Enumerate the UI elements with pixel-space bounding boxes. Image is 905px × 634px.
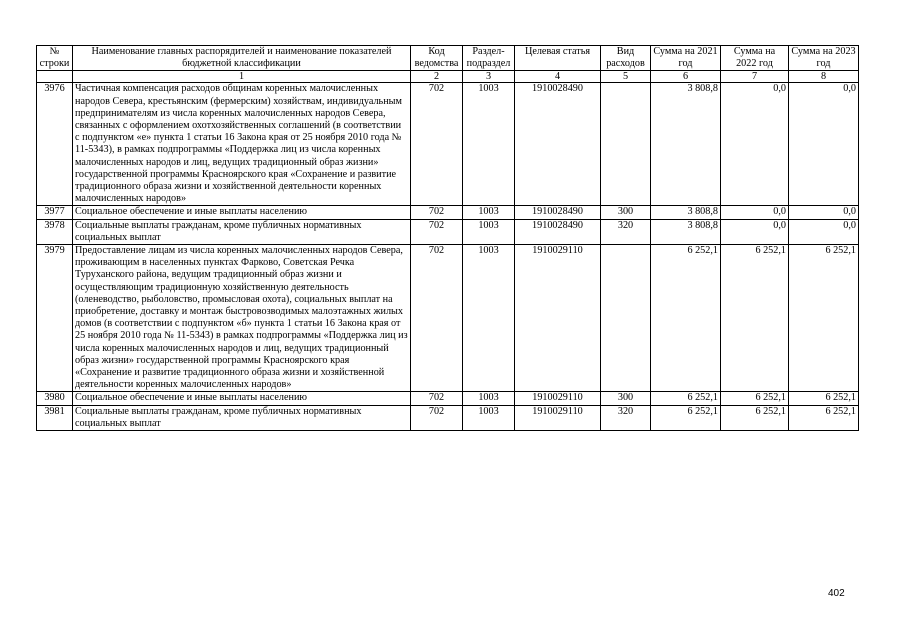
row-target-article: 1910029110 bbox=[515, 245, 601, 392]
row-section: 1003 bbox=[463, 219, 515, 244]
row-section: 1003 bbox=[463, 392, 515, 405]
row-number: 3981 bbox=[37, 405, 73, 430]
table-row bbox=[37, 392, 859, 405]
column-number: 8 bbox=[789, 71, 859, 83]
row-sum-2022: 6 252,1 bbox=[721, 405, 789, 430]
header-dept-code: Код ведомства bbox=[411, 46, 463, 71]
row-sum-2022: 6 252,1 bbox=[721, 245, 789, 392]
row-expense-type: 320 bbox=[601, 219, 651, 244]
row-section: 1003 bbox=[463, 83, 515, 206]
row-number: 3977 bbox=[37, 206, 73, 219]
row-number: 3978 bbox=[37, 219, 73, 244]
column-number-row bbox=[37, 71, 859, 83]
row-expense-type bbox=[601, 245, 651, 392]
header-section: Раздел-подраздел bbox=[463, 46, 515, 71]
row-target-article: 1910029110 bbox=[515, 392, 601, 405]
row-target-article: 1910028490 bbox=[515, 219, 601, 244]
row-sum-2022: 0,0 bbox=[721, 219, 789, 244]
header-sum-2022: Сумма на 2022 год bbox=[721, 46, 789, 71]
row-sum-2023: 0,0 bbox=[789, 206, 859, 219]
row-expense-type bbox=[601, 83, 651, 206]
row-expense-type: 300 bbox=[601, 392, 651, 405]
row-sum-2022: 0,0 bbox=[721, 83, 789, 206]
row-dept-code: 702 bbox=[411, 405, 463, 430]
row-expense-type: 300 bbox=[601, 206, 651, 219]
header-sum-2021: Сумма на 2021 год bbox=[651, 46, 721, 71]
row-section: 1003 bbox=[463, 245, 515, 392]
row-dept-code: 702 bbox=[411, 219, 463, 244]
header-row-number: № строки bbox=[37, 46, 73, 71]
row-name: Социальное обеспечение и иные выплаты населению bbox=[73, 206, 411, 219]
row-dept-code: 702 bbox=[411, 83, 463, 206]
row-sum-2021: 3 808,8 bbox=[651, 83, 721, 206]
header-target-article: Целевая статья bbox=[515, 46, 601, 71]
row-section: 1003 bbox=[463, 206, 515, 219]
row-sum-2021: 6 252,1 bbox=[651, 245, 721, 392]
row-name: Социальное обеспечение и иные выплаты населению bbox=[73, 392, 411, 405]
row-name: Предоставление лицам из числа коренных малочисленных народов Севера, проживающим в населенных пунктах Фарково, Советская Речка Туруханского района, ведущим традиционный образ жизни и осуществляющим традиционную хозяйственную деятельность (оленеводство, рыболовство, промысловая охота), социальных выплат на приобретение, доставку и монтаж быстровозводимых малоэтажных жилых домов (в соответствии с подпунктом «б» пункта 1 статьи 16 Закона края от 25 ноября 2010 года № 11-5343) в рамках подпрограммы «Поддержка лиц из числа коренных малочисленных народов и лиц, ведущих традиционный образ жизни» государственной программы Красноярского края «Сохранение и развитие традиционного образа жизни и хозяйственной деятельности коренных малочисленных народов» bbox=[73, 245, 411, 392]
header-expense-type: Вид расходов bbox=[601, 46, 651, 71]
row-name: Социальные выплаты гражданам, кроме публичных нормативных социальных выплат bbox=[73, 219, 411, 244]
table-row bbox=[37, 405, 859, 430]
table-row bbox=[37, 245, 859, 392]
column-number: 3 bbox=[463, 71, 515, 83]
row-name: Социальные выплаты гражданам, кроме публичных нормативных социальных выплат bbox=[73, 405, 411, 430]
row-sum-2023: 6 252,1 bbox=[789, 392, 859, 405]
row-sum-2022: 0,0 bbox=[721, 206, 789, 219]
header-name: Наименование главных распорядителей и наименование показателей бюджетной классификации bbox=[73, 46, 411, 71]
row-sum-2021: 3 808,8 bbox=[651, 206, 721, 219]
table-row bbox=[37, 83, 859, 206]
table-row bbox=[37, 219, 859, 244]
row-sum-2021: 6 252,1 bbox=[651, 405, 721, 430]
row-target-article: 1910029110 bbox=[515, 405, 601, 430]
budget-table bbox=[36, 45, 859, 431]
row-dept-code: 702 bbox=[411, 206, 463, 219]
row-number: 3979 bbox=[37, 245, 73, 392]
column-number: 4 bbox=[515, 71, 601, 83]
page-number: 402 bbox=[828, 588, 845, 599]
row-sum-2022: 6 252,1 bbox=[721, 392, 789, 405]
row-dept-code: 702 bbox=[411, 245, 463, 392]
column-number: 5 bbox=[601, 71, 651, 83]
column-number bbox=[37, 71, 73, 83]
row-sum-2023: 0,0 bbox=[789, 219, 859, 244]
row-sum-2023: 6 252,1 bbox=[789, 245, 859, 392]
row-section: 1003 bbox=[463, 405, 515, 430]
row-number: 3976 bbox=[37, 83, 73, 206]
row-target-article: 1910028490 bbox=[515, 206, 601, 219]
row-sum-2023: 6 252,1 bbox=[789, 405, 859, 430]
column-number: 7 bbox=[721, 71, 789, 83]
row-sum-2021: 6 252,1 bbox=[651, 392, 721, 405]
table-row bbox=[37, 206, 859, 219]
row-sum-2021: 3 808,8 bbox=[651, 219, 721, 244]
row-number: 3980 bbox=[37, 392, 73, 405]
row-dept-code: 702 bbox=[411, 392, 463, 405]
row-expense-type: 320 bbox=[601, 405, 651, 430]
column-number: 1 bbox=[73, 71, 411, 83]
column-number: 2 bbox=[411, 71, 463, 83]
column-number: 6 bbox=[651, 71, 721, 83]
row-target-article: 1910028490 bbox=[515, 83, 601, 206]
row-name: Частичная компенсация расходов общинам коренных малочисленных народов Севера, крестьянским (фермерским) хозяйствам, индивидуальным предпринимателям из числа коренных малочисленных народов Севера, связанных с оформлением охотхозяйственных соглашений (в соответствии с подпунктом «е» пункта 1 статьи 16 Закона края от 25 ноября 2010 года № 11-5343), в рамках подпрограммы «Поддержка лиц из числа коренных малочисленных народов и лиц, ведущих традиционный образ жизни» государственной программы Красноярского края «Сохранение и развитие традиционного образа жизни и хозяйственной деятельности коренных малочисленных народов» bbox=[73, 83, 411, 206]
header-row bbox=[37, 46, 859, 71]
header-sum-2023: Сумма на 2023 год bbox=[789, 46, 859, 71]
row-sum-2023: 0,0 bbox=[789, 83, 859, 206]
